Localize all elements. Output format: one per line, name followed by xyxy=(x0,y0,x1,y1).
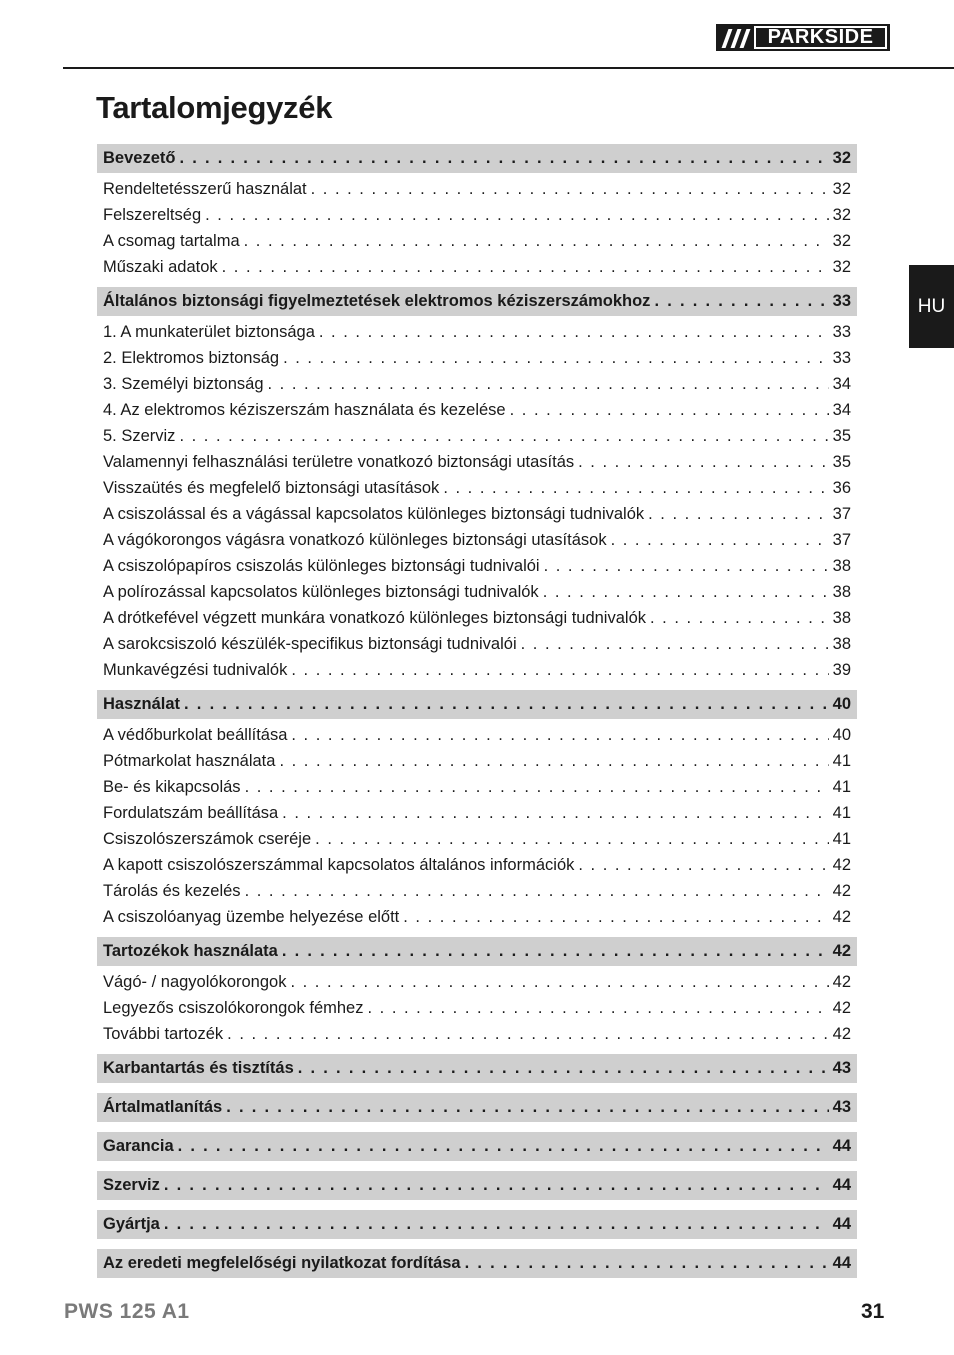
toc-entry-title: Be- és kikapcsolás xyxy=(103,777,241,796)
toc-entry-page: 42 xyxy=(832,998,851,1017)
toc-entry[interactable] xyxy=(97,553,857,579)
dot-leader xyxy=(179,149,828,168)
dot-leader xyxy=(179,427,828,446)
toc-entry-title: A kapott csiszolószerszámmal kapcsolatos általános információk xyxy=(103,855,575,874)
section-gap xyxy=(97,1281,857,1288)
section-gap xyxy=(97,1203,857,1210)
toc-entry-page: 32 xyxy=(832,179,851,198)
toc-entry[interactable] xyxy=(97,475,857,501)
toc-section-title: Bevezető xyxy=(103,149,176,167)
dot-leader xyxy=(403,908,828,927)
toc-section[interactable] xyxy=(97,690,857,719)
toc-section-page: 33 xyxy=(832,292,851,310)
dot-leader xyxy=(268,375,829,394)
toc-entry-page: 38 xyxy=(832,634,851,653)
dot-leader xyxy=(283,349,829,368)
dot-leader xyxy=(521,635,829,654)
toc-entry[interactable] xyxy=(97,878,857,904)
dot-leader xyxy=(222,258,829,277)
toc-entry-page: 42 xyxy=(832,855,851,874)
toc-section-title: Tartozékok használata xyxy=(103,942,278,960)
toc-entry-page: 38 xyxy=(832,582,851,601)
toc-section[interactable] xyxy=(97,1054,857,1083)
toc-entry-title: Fordulatszám beállítása xyxy=(103,803,279,822)
toc-entry[interactable] xyxy=(97,800,857,826)
section-gap xyxy=(97,1242,857,1249)
toc-entry-title: A csiszolással és a vágással kapcsolatos különleges biztonsági tudnivalók xyxy=(103,504,645,523)
dot-leader xyxy=(279,752,828,771)
toc-entry-title: A vágókorongos vágásra vonatkozó különleges biztonsági utasítások xyxy=(103,530,607,549)
toc-section-page: 42 xyxy=(832,942,851,960)
toc-entry-title: Felszereltség xyxy=(103,205,202,224)
section-gap xyxy=(97,280,857,287)
section-gap xyxy=(97,1125,857,1132)
toc-entry-page: 39 xyxy=(832,660,851,679)
toc-entry-page: 41 xyxy=(832,777,851,796)
toc-entry[interactable] xyxy=(97,176,857,202)
section-gap xyxy=(97,683,857,690)
toc-entry-title: 3. Személyi biztonság xyxy=(103,374,264,393)
dot-leader xyxy=(244,232,829,251)
toc-entry-page: 38 xyxy=(832,556,851,575)
section-gap xyxy=(97,1164,857,1171)
toc-section[interactable] xyxy=(97,144,857,173)
toc-section[interactable] xyxy=(97,1093,857,1122)
toc-entry[interactable] xyxy=(97,605,857,631)
dot-leader xyxy=(578,856,828,875)
toc-entry[interactable] xyxy=(97,254,857,280)
toc-entry-title: A sarokcsiszoló készülék-specifikus biztonsági tudnivalói xyxy=(103,634,517,653)
toc-entry-page: 41 xyxy=(832,829,851,848)
toc-entry[interactable] xyxy=(97,969,857,995)
toc-section-title: Gyártja xyxy=(103,1215,160,1233)
toc-entry-page: 40 xyxy=(832,725,851,744)
toc-entry[interactable] xyxy=(97,1021,857,1047)
dot-leader xyxy=(648,505,829,524)
toc-entry-title: 5. Szerviz xyxy=(103,426,176,445)
logo-slashes xyxy=(718,26,754,49)
toc-section-page: 32 xyxy=(832,149,851,167)
parkside-logo xyxy=(716,24,890,51)
toc-entry-page: 37 xyxy=(832,530,851,549)
toc-section-title: Karbantartás és tisztítás xyxy=(103,1059,294,1077)
toc-entry[interactable] xyxy=(97,995,857,1021)
dot-leader xyxy=(443,479,828,498)
toc-entry[interactable] xyxy=(97,397,857,423)
dot-leader xyxy=(245,778,829,797)
dot-leader xyxy=(164,1215,829,1234)
dot-leader xyxy=(245,882,829,901)
toc-entry-page: 34 xyxy=(832,374,851,393)
toc-entry[interactable] xyxy=(97,774,857,800)
toc-entry-page: 35 xyxy=(832,452,851,471)
dot-leader xyxy=(291,726,828,745)
toc-section-title: Az eredeti megfelelőségi nyilatkozat fordítása xyxy=(103,1254,461,1272)
table-of-contents xyxy=(97,144,857,1288)
toc-entry-page: 32 xyxy=(832,257,851,276)
toc-entry-page: 37 xyxy=(832,504,851,523)
dot-leader xyxy=(227,1025,828,1044)
toc-entry-page: 33 xyxy=(832,348,851,367)
page-title: Tartalomjegyzék xyxy=(96,90,333,125)
dot-leader xyxy=(184,695,829,714)
dot-leader xyxy=(465,1254,829,1273)
toc-section-page: 44 xyxy=(832,1215,851,1233)
toc-entry-title: Rendeltetésszerű használat xyxy=(103,179,307,198)
toc-entry-title: A polírozással kapcsolatos különleges biztonsági tudnivalók xyxy=(103,582,539,601)
toc-section[interactable] xyxy=(97,1249,857,1278)
toc-section[interactable] xyxy=(97,287,857,316)
toc-entry[interactable] xyxy=(97,449,857,475)
toc-section-title: Szerviz xyxy=(103,1176,160,1194)
dot-leader xyxy=(298,1059,829,1078)
toc-section-page: 44 xyxy=(832,1176,851,1194)
dot-leader xyxy=(282,804,828,823)
toc-section-title: Ártalmatlanítás xyxy=(103,1098,223,1116)
toc-entry-title: A védőburkolat beállítása xyxy=(103,725,288,744)
toc-entry-page: 32 xyxy=(832,205,851,224)
toc-entry[interactable] xyxy=(97,423,857,449)
toc-entry-page: 42 xyxy=(832,1024,851,1043)
section-gap xyxy=(97,1047,857,1054)
dot-leader xyxy=(178,1137,829,1156)
toc-entry-page: 36 xyxy=(832,478,851,497)
toc-entry-title: Pótmarkolat használata xyxy=(103,751,276,770)
toc-entry[interactable] xyxy=(97,722,857,748)
toc-section-title: Általános biztonsági figyelmeztetések elektromos kéziszerszámokhoz xyxy=(103,292,651,310)
dot-leader xyxy=(319,323,829,342)
toc-entry-page: 41 xyxy=(832,751,851,770)
toc-section-page: 43 xyxy=(832,1059,851,1077)
toc-entry-title: 4. Az elektromos kéziszerszám használata és kezelése xyxy=(103,400,506,419)
dot-leader xyxy=(290,973,828,992)
toc-entry[interactable] xyxy=(97,826,857,852)
toc-entry-page: 38 xyxy=(832,608,851,627)
dot-leader xyxy=(611,531,829,550)
footer-page-number: 31 xyxy=(861,1300,885,1323)
toc-entry-page: 42 xyxy=(832,881,851,900)
toc-entry[interactable] xyxy=(97,501,857,527)
toc-entry-title: Valamennyi felhasználási területre vonatkozó biztonsági utasítás xyxy=(103,452,575,471)
dot-leader xyxy=(367,999,828,1018)
toc-entry[interactable] xyxy=(97,852,857,878)
toc-entry[interactable] xyxy=(97,904,857,930)
language-tab: HU xyxy=(909,265,954,348)
dot-leader xyxy=(315,830,828,849)
section-gap xyxy=(97,930,857,937)
toc-entry-page: 35 xyxy=(832,426,851,445)
toc-section-page: 40 xyxy=(832,695,851,713)
toc-entry[interactable] xyxy=(97,371,857,397)
toc-section[interactable] xyxy=(97,1132,857,1161)
toc-section-title: Garancia xyxy=(103,1137,174,1155)
toc-entry-page: 32 xyxy=(832,231,851,250)
dot-leader xyxy=(544,557,829,576)
toc-entry[interactable] xyxy=(97,748,857,774)
dot-leader xyxy=(282,942,829,961)
logo-text: PARKSIDE xyxy=(754,26,887,49)
toc-entry[interactable] xyxy=(97,631,857,657)
dot-leader xyxy=(164,1176,829,1195)
toc-entry-page: 42 xyxy=(832,972,851,991)
toc-entry-title: Visszaütés és megfelelő biztonsági utasítások xyxy=(103,478,440,497)
dot-leader xyxy=(654,292,828,311)
toc-entry-title: Munkavégzési tudnivalók xyxy=(103,660,288,679)
dot-leader xyxy=(650,609,829,628)
toc-entry-title: 1. A munkaterület biztonsága xyxy=(103,322,315,341)
toc-entry[interactable] xyxy=(97,657,857,683)
toc-section[interactable] xyxy=(97,937,857,966)
dot-leader xyxy=(510,401,829,420)
toc-entry-page: 34 xyxy=(832,400,851,419)
toc-entry-title: A csiszolópapíros csiszolás különleges biztonsági tudnivalói xyxy=(103,556,540,575)
toc-entry-title: Legyezős csiszolókorongok fémhez xyxy=(103,998,364,1017)
toc-entry[interactable] xyxy=(97,579,857,605)
dot-leader xyxy=(205,206,829,225)
toc-entry-title: A csiszolóanyag üzembe helyezése előtt xyxy=(103,907,400,926)
toc-entry-title: Csiszolószerszámok cseréje xyxy=(103,829,312,848)
toc-entry[interactable] xyxy=(97,527,857,553)
toc-section-title: Használat xyxy=(103,695,181,713)
toc-section-page: 44 xyxy=(832,1254,851,1272)
toc-entry-title: Vágó- / nagyolókorongok xyxy=(103,972,287,991)
toc-entry-title: A csomag tartalma xyxy=(103,231,240,250)
toc-entry-title: 2. Elektromos biztonság xyxy=(103,348,280,367)
toc-entry-title: További tartozék xyxy=(103,1024,224,1043)
toc-section[interactable] xyxy=(97,1171,857,1200)
dot-leader xyxy=(311,180,829,199)
footer-model: PWS 125 A1 xyxy=(64,1300,190,1323)
toc-entry[interactable] xyxy=(97,228,857,254)
toc-entry-title: Tárolás és kezelés xyxy=(103,881,241,900)
toc-section-page: 43 xyxy=(832,1098,851,1116)
dot-leader xyxy=(291,661,828,680)
dot-leader xyxy=(226,1098,828,1117)
toc-entry[interactable] xyxy=(97,345,857,371)
toc-section[interactable] xyxy=(97,1210,857,1239)
toc-entry-page: 42 xyxy=(832,907,851,926)
toc-section-page: 44 xyxy=(832,1137,851,1155)
toc-entry-page: 33 xyxy=(832,322,851,341)
toc-entry-title: Műszaki adatok xyxy=(103,257,218,276)
dot-leader xyxy=(578,453,829,472)
toc-entry[interactable] xyxy=(97,319,857,345)
toc-entry-page: 41 xyxy=(832,803,851,822)
dot-leader xyxy=(543,583,829,602)
section-gap xyxy=(97,1086,857,1093)
header-rule xyxy=(63,67,954,69)
toc-entry-title: A drótkefével végzett munkára vonatkozó különleges biztonsági tudnivalók xyxy=(103,608,646,627)
toc-entry[interactable] xyxy=(97,202,857,228)
